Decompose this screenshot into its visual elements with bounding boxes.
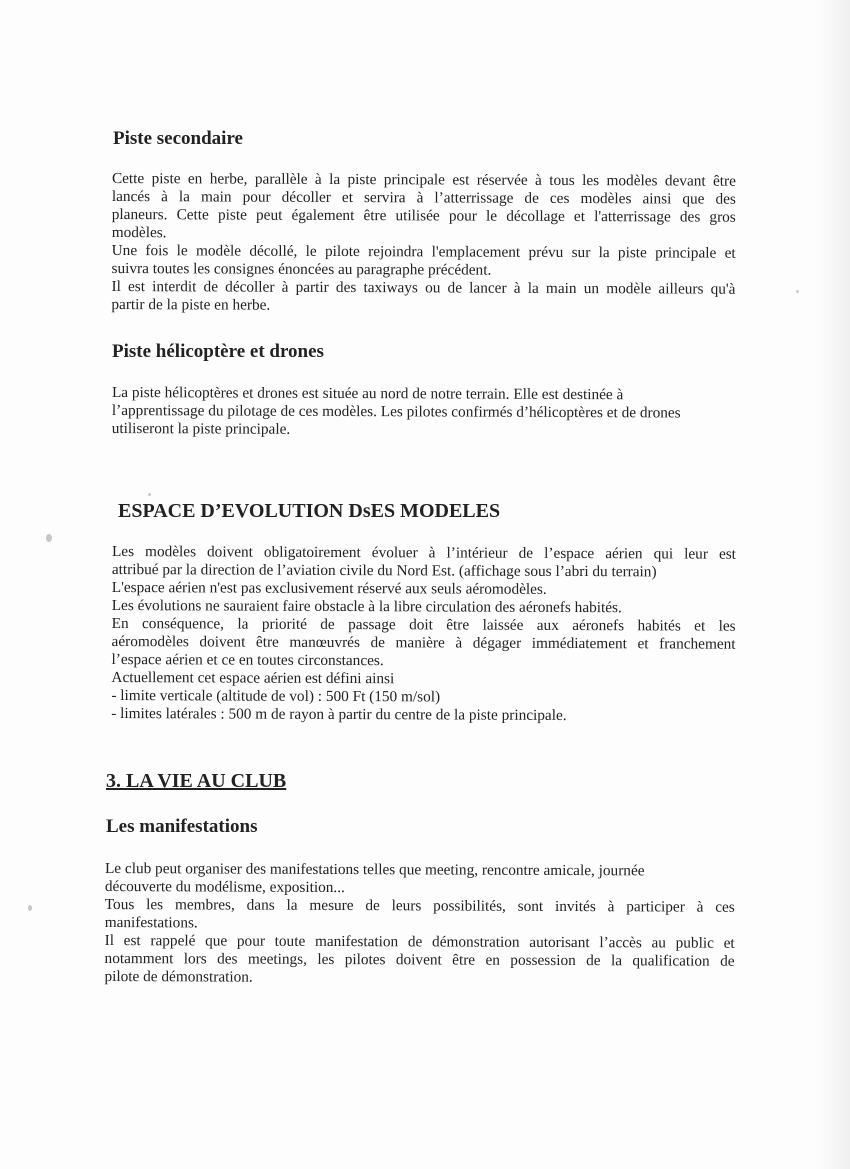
text-line: suivra toutes les consignes énoncées au paragraphe précédent. <box>111 259 492 279</box>
heading-espace-evolution: ESPACE D’EVOLUTION DsES MODELES <box>118 500 501 522</box>
heading-piste-secondaire: Piste secondaire <box>113 128 243 149</box>
text-line: partir de la piste en herbe. <box>111 295 271 314</box>
scan-speck <box>148 493 151 496</box>
text-line: Actuellement cet espace aérien est défini ainsi <box>111 668 395 688</box>
text-line: l’espace aérien et ce en toutes circonstances. <box>111 650 384 670</box>
text-line: notamment lors des meetings, les pilotes doivent être en possession de la qualification de <box>104 949 735 970</box>
page-edge-shadow <box>818 0 850 1169</box>
text-line: Le club peut organiser des manifestations telles que meeting, rencontre amicale, journée <box>104 860 645 880</box>
text-line: l’apprentissage du pilotage de ces modèles. Les pilotes confirmés d’hélicoptères et de drones <box>111 401 681 422</box>
text-line: - limite verticale (altitude de vol) : 500 Ft (150 m/sol) <box>111 686 441 706</box>
text-line: manifestations. <box>104 913 198 932</box>
paragraph-manifestations <box>104 860 735 989</box>
text-line: découverte du modélisme, exposition... <box>104 877 345 897</box>
scan-speck <box>28 905 32 911</box>
paragraph-piste-secondaire <box>111 170 736 317</box>
text-line: lancés à la main pour décoller et servira à l’atterrissage de ces modèles ainsi que des <box>111 187 736 208</box>
heading-vie-au-club: 3. LA VIE AU CLUB <box>106 770 287 792</box>
text-line: attribué par la direction de l’aviation civile du Nord Est. (affichage sous l’abri du terrain) <box>111 560 657 581</box>
text-line: Les évolutions ne sauraient faire obstacle à la libre circulation des aéronefs habités. <box>111 596 622 617</box>
paragraph-piste-helicoptere <box>112 384 736 441</box>
scan-speck <box>46 534 52 542</box>
text-line: L'espace aérien n'est pas exclusivement réservé aux seuls aéromodèles. <box>111 578 547 598</box>
text-line: utiliseront la piste principale. <box>111 419 291 438</box>
heading-manifestations: Les manifestations <box>106 816 258 837</box>
text-line: Cette piste en herbe, parallèle à la piste principale est réservée à tous les modèles devant être <box>111 170 736 190</box>
scan-speck <box>796 290 799 293</box>
text-line: Tous les membres, dans la mesure de leurs possibilités, sont invités à participer à ces <box>104 895 735 916</box>
heading-piste-helicoptere: Piste hélicoptère et drones <box>112 341 324 362</box>
text-line: Il est interdit de décoller à partir des taxiways ou de lancer à la main un modèle ailleurs qu'à <box>111 277 736 298</box>
text-line: La piste hélicoptères et drones est située au nord de notre terrain. Elle est destinée à <box>111 384 624 404</box>
text-line: Les modèles doivent obligatoirement évoluer à l’intérieur de l’espace aérien qui leur est <box>111 543 736 563</box>
text-line: aéromodèles doivent être manœuvrés de manière à dégager immédiatement et franchement <box>111 632 736 653</box>
text-line: modèles. <box>111 223 167 242</box>
text-line: Il est rappelé que pour toute manifestation de démonstration autorisant l’accès au public et <box>104 931 735 952</box>
text-line: pilote de démonstration. <box>104 967 253 986</box>
text-line: Une fois le modèle décollé, le pilote rejoindra l'emplacement prévu sur la piste principale et <box>111 241 736 262</box>
text-line: - limites latérales : 500 m de rayon à partir du centre de la piste principale. <box>111 704 567 724</box>
text-line: En conséquence, la priorité de passage doit être laissée aux aéronefs habités et les <box>111 614 736 635</box>
text-line: planeurs. Cette piste peut également être utilisée pour le décollage et l'atterrissage des gros <box>111 205 736 226</box>
paragraph-espace-evolution <box>111 543 736 726</box>
